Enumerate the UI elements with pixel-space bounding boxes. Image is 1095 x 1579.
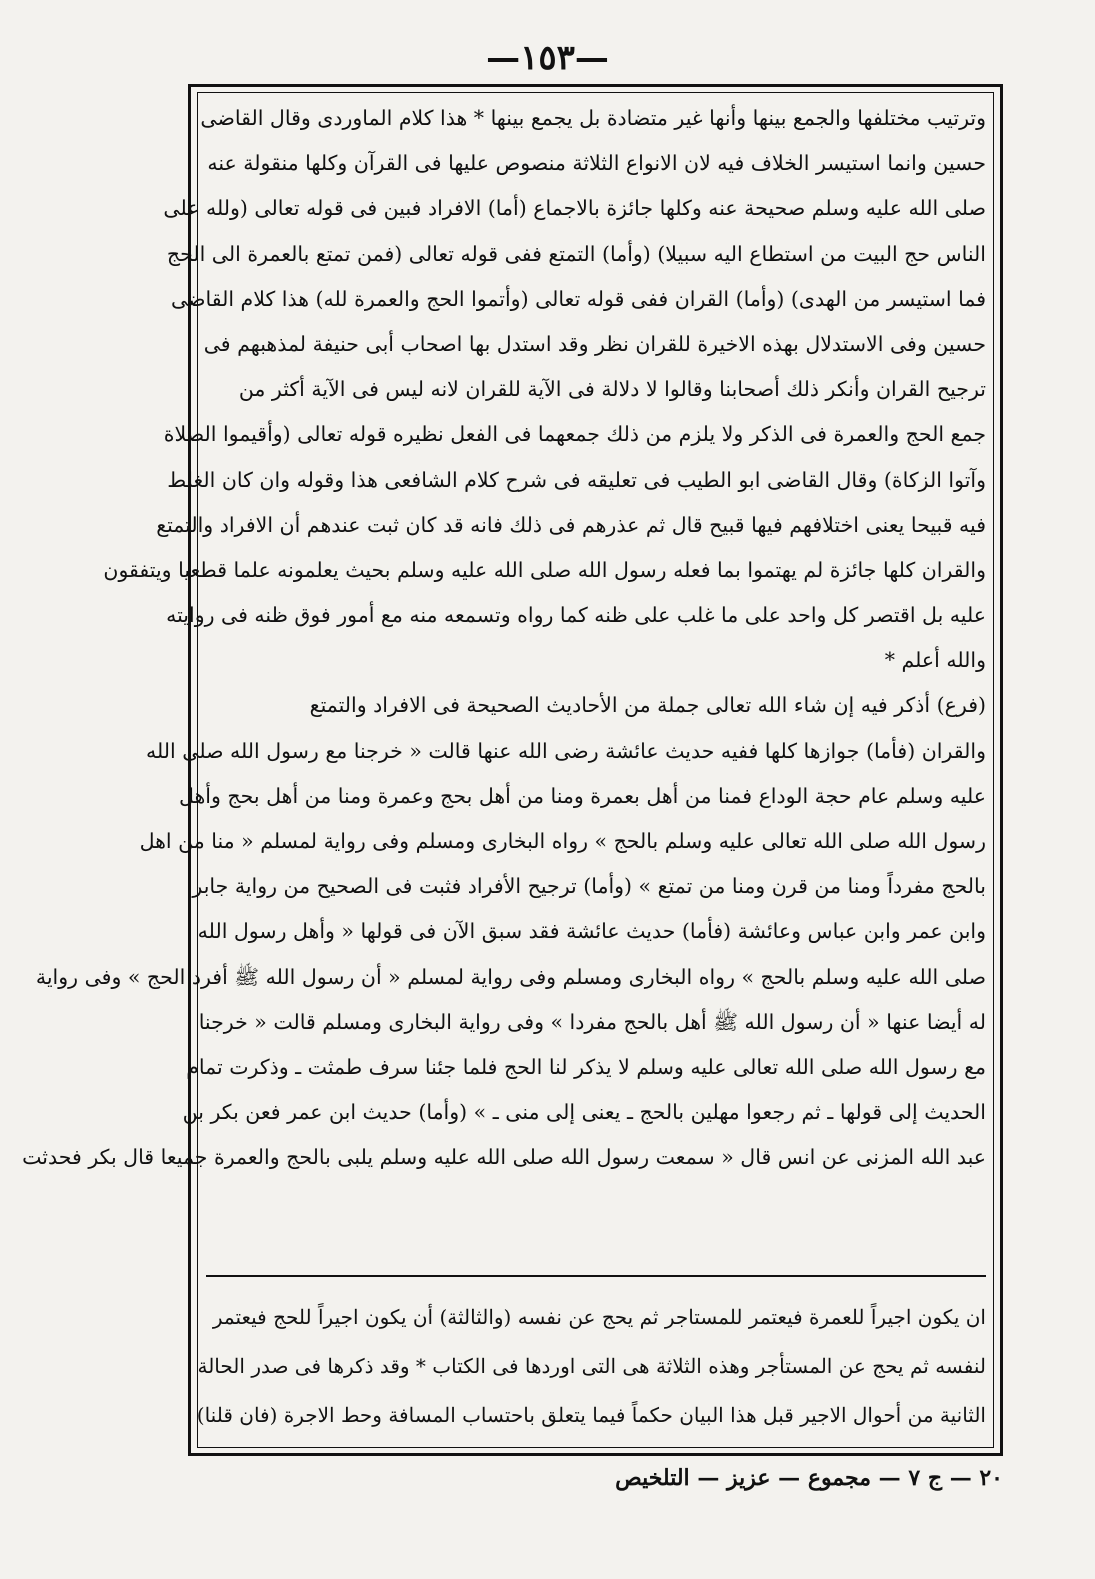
printer-signature: ٢٠ — ج ٧ — مجموع — عزيز — التلخيص	[615, 1465, 1003, 1491]
text-line: فيه قبيحا يعنى اختلافهم فيها قبيح قال ثم عذرهم فى ذلك فانه قد كان ثبت عندهم أن الافراد والتمتع	[156, 512, 986, 537]
text-line: عليه وسلم عام حجة الوداع فمنا من أهل بعمرة ومنا من أهل بحج وعمرة ومنا من أهل بحج وأهل	[178, 783, 986, 808]
text-line: فما استيسر من الهدى) (وأما) القران ففى قوله تعالى (وأتموا الحج والعمرة لله) هذا كلام القاضى	[170, 286, 986, 311]
text-line: مع رسول الله صلى الله تعالى عليه وسلم لا يذكر لنا الحج فلما جئنا سرف طمثت ـ وذكرت تمام	[186, 1054, 986, 1079]
text-line: وابن عمر وابن عباس وعائشة (فأما) حديث عائشة فقد سبق الآن فى قولها « وأهل رسول الله	[197, 919, 986, 944]
text-line: صلى الله عليه وسلم بالحج » رواه البخارى ومسلم وفى رواية لمسلم « أن رسول الله ﷺ أفرد الحج » وفى رواية	[35, 964, 986, 989]
text-line: له أيضا عنها « أن رسول الله ﷺ أهل بالحج مفردا » وفى رواية البخارى ومسلم قالت « خرجنا	[198, 1009, 986, 1034]
text-line: والقران كلها جائزة لم يهتموا بما فعله رسول الله صلى الله عليه وسلم بحيث يعلمونه علما قطعيا ويتفقون	[103, 557, 986, 582]
text-line: جمع الحج والعمرة فى الذكر ولا يلزم من ذلك جمعهما فى الفعل نظيره قوله تعالى (وأقيموا الصلاة	[163, 422, 986, 447]
text-line: الناس حج البيت من استطاع اليه سبيلا) (وأما) التمتع ففى قوله تعالى (فمن تمتع بالعمرة الى الحج	[166, 241, 986, 266]
text-line: وترتيب مختلفها والجمع بينها وأنها غير متضادة بل يجمع بينها * هذا كلام الماوردى وقال القاضى	[200, 106, 986, 130]
footnote-divider	[206, 1275, 986, 1277]
text-line: حسين وانما استيسر الخلاف فيه لان الانواع الثلاثة منصوص عليها فى القرآن وكلها منقولة عنه	[207, 151, 986, 176]
text-line: حسين وفى الاستدلال بهذه الاخيرة للقران نظر وقد استدل بها اصحاب أبى حنيفة لمذهبهم فى	[203, 331, 986, 356]
footnote-line: الثانية من أحوال الاجير قبل هذا البيان حكماً فيما يتعلق باحتساب المسافة وحط الاجرة (فان قلنا)	[196, 1403, 986, 1427]
main-text-body	[22, 96, 986, 1181]
text-line: والله أعلم *	[884, 648, 986, 673]
text-line: (فرع) أذكر فيه إن شاء الله تعالى جملة من الأحاديث الصحيحة فى الافراد والتمتع	[309, 693, 986, 718]
text-line: والقران (فأما) جوازها كلها ففيه حديث عائشة رضى الله عنها قالت « خرجنا مع رسول الله صلى الله	[146, 738, 986, 763]
text-line: الحديث إلى قولها ـ ثم رجعوا مهلين بالحج ـ يعنى إلى منى ـ » (وأما) حديث ابن عمر فعن بكر بن	[182, 1100, 986, 1125]
text-line: ترجيح القران وأنكر ذلك أصحابنا وقالوا لا دلالة فى الآية للقران لانه ليس فى الآية أكثر من	[238, 377, 986, 402]
text-line: عليه بل اقتصر كل واحد على ما غلب على ظنه كما رواه وتسمعه منه مع أمور فوق ظنه فى روايته	[166, 603, 986, 628]
footnote-line: لنفسه ثم يحج عن المستأجر وهذه الثلاثة هى التى اوردها فى الكتاب * وقد ذكرها فى صدر الحالة	[197, 1354, 986, 1378]
page-number: —١٥٣—	[486, 38, 609, 78]
text-line: عبد الله المزنى عن انس قال « سمعت رسول الله صلى الله عليه وسلم يلبى بالحج والعمرة جميعا قال بكر فحدثت	[22, 1145, 986, 1170]
text-line: رسول الله صلى الله تعالى عليه وسلم بالحج » رواه البخارى ومسلم وفى رواية لمسلم « منا من اهل	[139, 829, 986, 853]
footnote-line: ان يكون اجيراً للعمرة فيعتمر للمستاجر ثم يحج عن نفسه (والثالثة) أن يكون اجيراً للحج فيعتمر	[212, 1305, 986, 1329]
footnote-text	[196, 1293, 986, 1440]
text-line: بالحج مفرداً ومنا من قرن ومنا من تمتع » (وأما) ترجيح الأفراد فثبت فى الصحيح من رواية جابر	[192, 874, 986, 899]
text-line: وآتوا الزكاة) وقال القاضى ابو الطيب فى تعليقه فى شرح كلام الشافعى هذا وقوله وان كان الغلط	[167, 467, 986, 492]
text-line: صلى الله عليه وسلم صحيحة عنه وكلها جائزة بالاجماع (أما) الافراد فبين فى قوله تعالى (ولله على	[163, 196, 986, 221]
